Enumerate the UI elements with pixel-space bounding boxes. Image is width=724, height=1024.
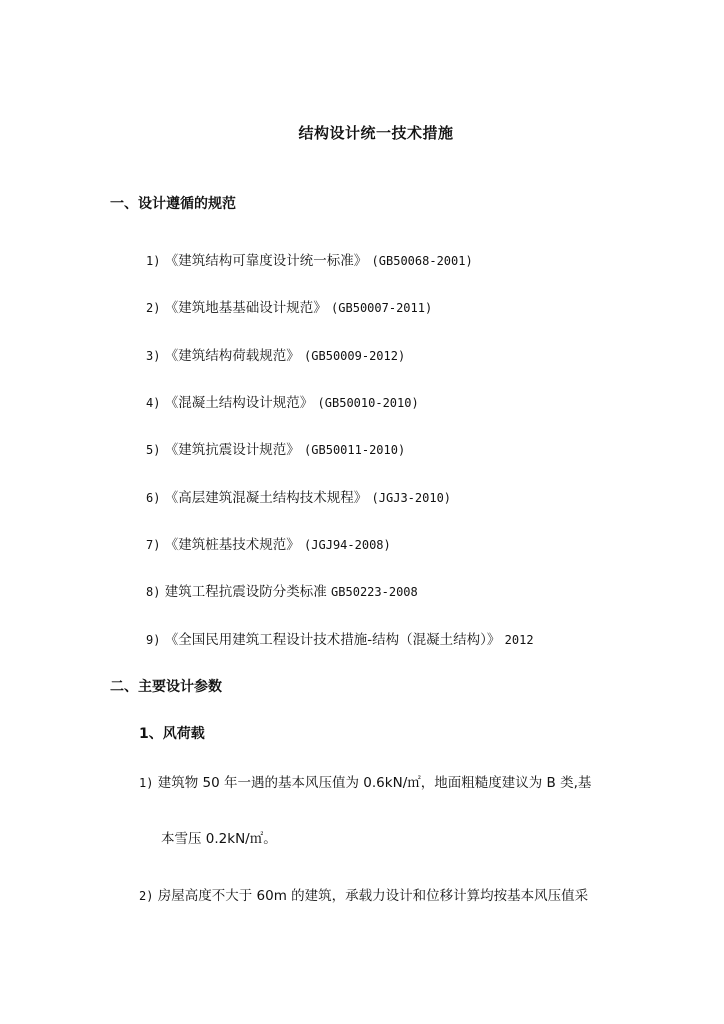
standard-name: 《高层建筑混凝土结构技术规程》 <box>164 490 368 506</box>
paragraph-number: 2) <box>139 889 154 903</box>
item-number: 6) <box>146 491 161 505</box>
paragraph-number: 1) <box>139 776 154 790</box>
paragraph-text: 建筑物 50 年一遇的基本风压值为 0.6kN/㎡，地面粗糙度建议为 B 类,基 <box>157 775 592 791</box>
standard-list-item <box>146 249 473 269</box>
standard-code: (JGJ3-2010) <box>371 491 452 505</box>
standard-list-item <box>146 344 405 364</box>
standard-name: 《建筑结构荷载规范》 <box>164 348 300 364</box>
item-number: 7) <box>146 538 161 552</box>
item-number: 2) <box>146 301 161 315</box>
standard-name: 《建筑桩基技术规范》 <box>164 537 300 553</box>
paragraph-line <box>139 771 591 791</box>
item-number: 8) <box>146 585 161 599</box>
standard-code: GB50223-2008 <box>331 585 418 599</box>
standard-list-item <box>146 580 418 600</box>
standard-list-item <box>146 296 432 316</box>
standard-code: (GB50007-2011) <box>331 301 433 315</box>
section-heading-standards: 一、设计遵循的规范 <box>110 196 236 212</box>
standard-code: (JGJ94-2008) <box>304 538 391 552</box>
standard-code: (GB50009-2012) <box>304 349 406 363</box>
standard-name: 《混凝土结构设计规范》 <box>164 395 314 411</box>
document-title: 结构设计统一技术措施 <box>298 124 454 142</box>
standard-list-item <box>146 533 391 553</box>
subsection-heading-wind-load: 1、风荷载 <box>139 726 205 742</box>
standard-name: 《建筑结构可靠度设计统一标准》 <box>164 253 368 269</box>
standard-name: 建筑工程抗震设防分类标准 <box>164 584 327 600</box>
standard-name: 《建筑地基基础设计规范》 <box>164 300 327 316</box>
item-number: 9) <box>146 633 161 647</box>
standard-list-item <box>146 486 451 506</box>
standard-name: 《全国民用建筑工程设计技术措施-结构（混凝土结构）》 <box>164 632 501 648</box>
paragraph-line: 本雪压 0.2kN/㎡。 <box>161 831 277 847</box>
item-number: 4) <box>146 396 161 410</box>
paragraph-line <box>139 884 588 904</box>
paragraph-text: 房屋高度不大于 60m 的建筑，承载力设计和位移计算均按基本风压值采 <box>157 888 589 904</box>
item-number: 5) <box>146 443 161 457</box>
standard-code: 2012 <box>504 633 534 647</box>
standard-code: (GB50011-2010) <box>304 443 406 457</box>
standard-list-item <box>146 391 419 411</box>
item-number: 3) <box>146 349 161 363</box>
standard-name: 《建筑抗震设计规范》 <box>164 442 300 458</box>
standard-code: (GB50068-2001) <box>371 254 473 268</box>
item-number: 1) <box>146 254 161 268</box>
standard-list-item <box>146 438 405 458</box>
section-heading-design-parameters: 二、主要设计参数 <box>110 679 222 695</box>
standard-code: (GB50010-2010) <box>317 396 419 410</box>
standard-list-item <box>146 628 534 648</box>
